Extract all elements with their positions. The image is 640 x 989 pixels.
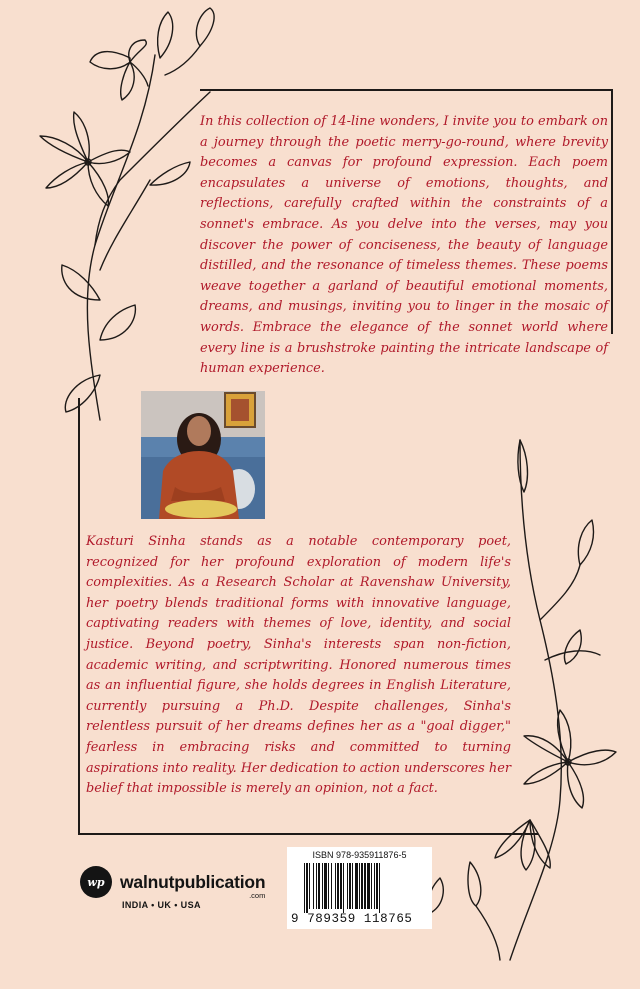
barcode-bar xyxy=(331,863,332,909)
barcode-bar xyxy=(340,863,342,909)
isbn-barcode xyxy=(287,847,432,929)
author-photo xyxy=(141,391,265,519)
barcode-bar xyxy=(337,863,339,909)
barcode-bar xyxy=(379,863,380,913)
publisher-countries: INDIA • UK • USA xyxy=(122,900,201,910)
barcode-bar xyxy=(324,863,327,909)
barcode-bar xyxy=(335,863,336,909)
barcode-bar xyxy=(306,863,308,913)
frame-right-line xyxy=(611,89,613,334)
author-bio: Kasturi Sinha stands as a notable contemporary poet, recognized for her profound exploration of modern life's complexities. As a Research Scholar at Ravenshaw University, her poetry blends traditional forms with innovative language, captivating readers with themes of love, identity, and social justice. Beyond poetry, Sinha's interests span non-fiction, academic writing, and scriptwriting. Honored numerous times as an influential figure, she holds degrees in English Literature, currently pursuing a Ph.D. Despite challenges, Sinha's relentless pursuit of her dreams defines her as a "goal digger," fearless in embracing risks and committed to turning aspirations into reality. Her dedication to action underscores her belief that impossible is merely an opinion, not a fact. xyxy=(86,534,511,797)
barcode-bar xyxy=(347,863,348,909)
barcode-bar xyxy=(376,863,378,909)
publisher-logo[interactable] xyxy=(80,866,265,898)
barcode-bar xyxy=(349,863,351,909)
barcode-bar xyxy=(322,863,323,909)
barcode-bar xyxy=(318,863,320,909)
barcode-bar xyxy=(343,863,344,913)
barcode-bar xyxy=(364,863,366,909)
barcode-bar xyxy=(316,863,317,909)
barcode-bar xyxy=(355,863,358,909)
barcode-bar xyxy=(361,863,363,909)
barcode-bar xyxy=(359,863,360,909)
walnut-logo-icon: wp xyxy=(80,866,112,898)
barcode-bar xyxy=(304,863,305,913)
barcode-bar xyxy=(309,863,310,909)
barcode-bars xyxy=(304,863,418,913)
barcode-bar xyxy=(367,863,370,909)
publisher-domain: .com xyxy=(249,890,266,900)
publisher-wordmark xyxy=(120,871,266,900)
frame-left-line xyxy=(78,398,80,834)
barcode-bar xyxy=(374,863,375,909)
frame-top-line xyxy=(200,89,612,91)
publisher-name: walnutpublication xyxy=(120,871,266,892)
book-blurb: In this collection of 14-line wonders, I invite you to embark on a journey through the poetic merry-go-round, where brevity becomes a canvas for profound expression. Each poem encapsulates a universe of emotions, thoughts, and reflections, carefully crafted within the constraints of a sonnet's embrace. As you delve into the verses, may you discover the power of conciseness, the beauty of language distilled, and the resonance of timeless themes. These poems weave together a garland of beautiful emotional moments, dreams, and musings, inviting you to linger in the mosaic of words. Embrace the elegance of the sonnet world where every line is a brushstroke painting the intricate landscape of human experience. xyxy=(200,114,608,377)
isbn-label: ISBN 978-935911876-5 xyxy=(312,850,407,860)
frame-bottom-line xyxy=(78,833,538,835)
barcode-bar xyxy=(371,863,372,909)
barcode-digits: 9 789359 118765 xyxy=(291,912,413,926)
barcode-bar xyxy=(313,863,314,909)
barcode-bar xyxy=(328,863,329,909)
barcode-bar xyxy=(352,863,353,909)
